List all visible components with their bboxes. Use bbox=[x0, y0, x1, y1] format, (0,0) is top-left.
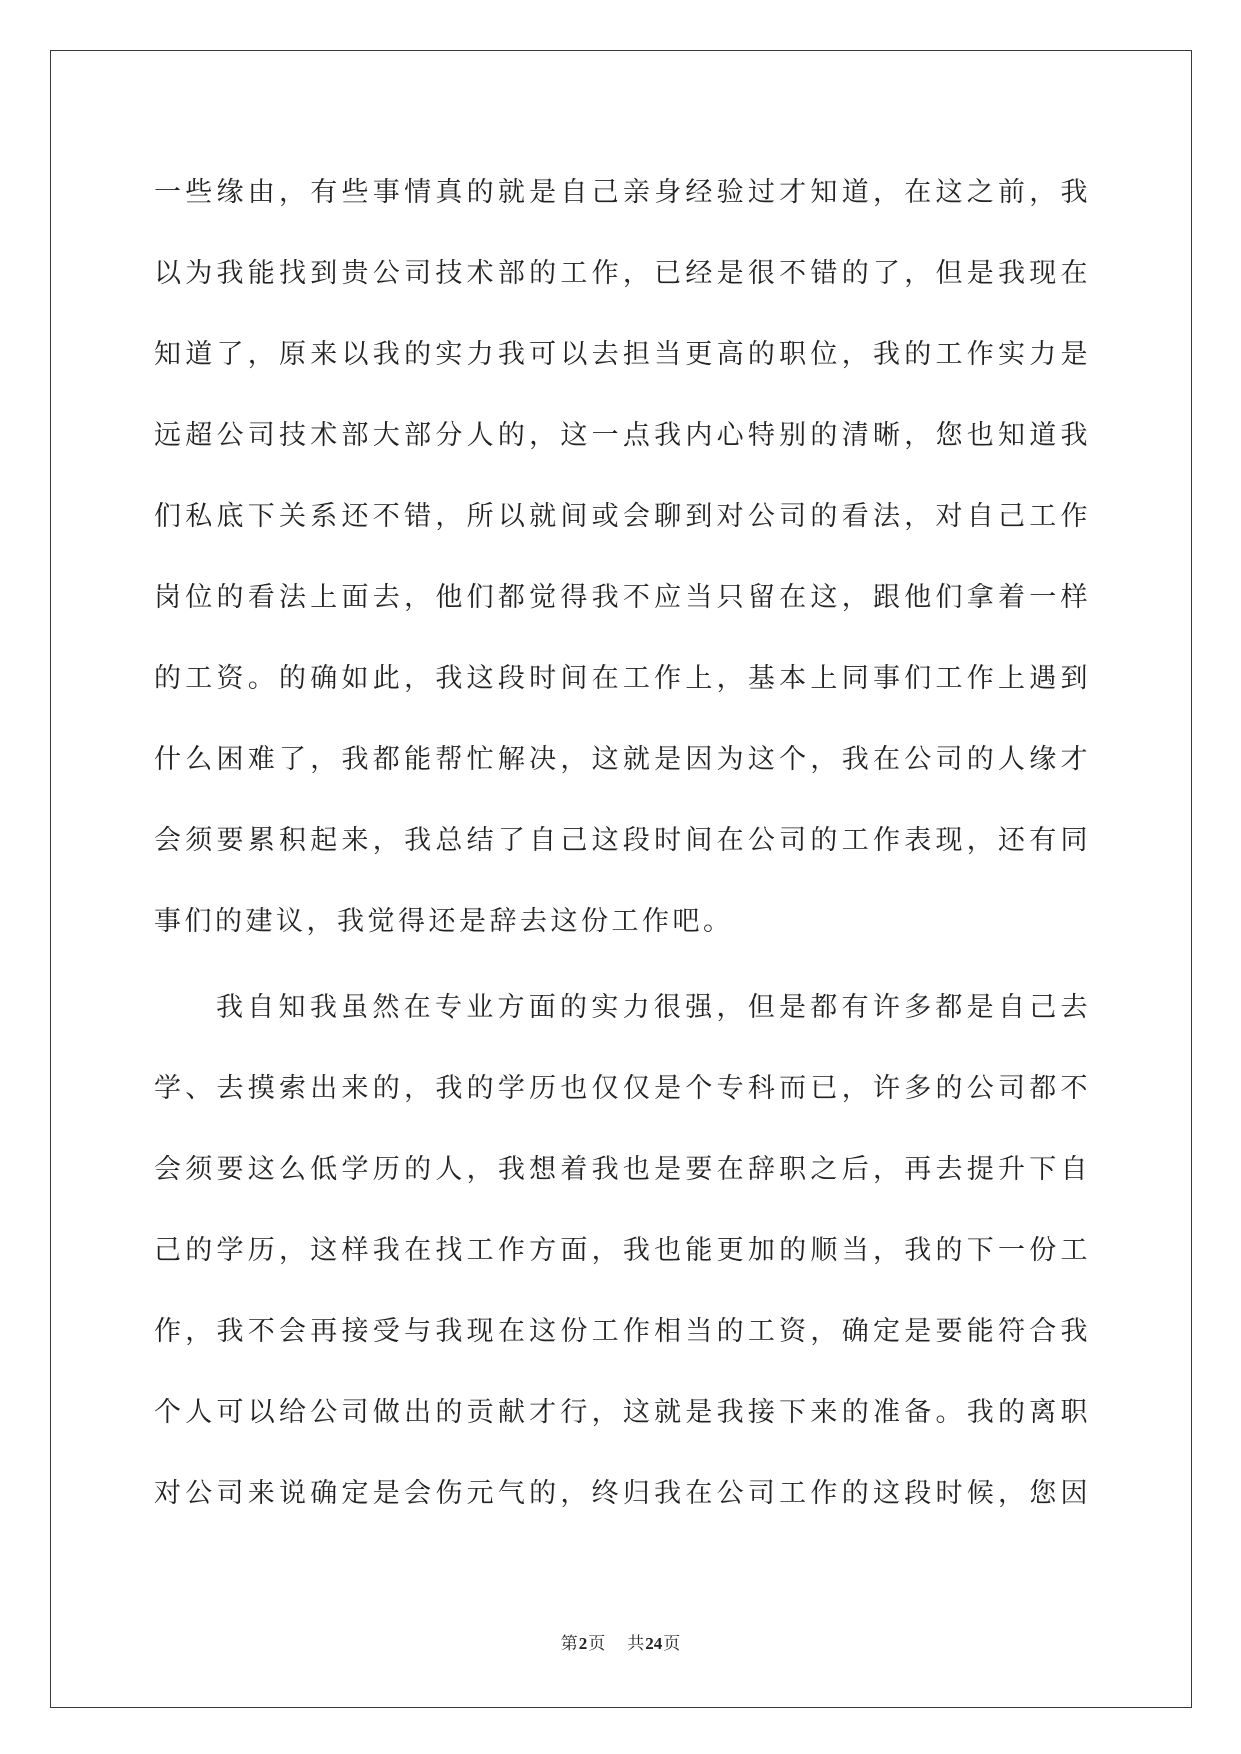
total-suffix: 页 bbox=[663, 1634, 681, 1654]
text-line: 个人可以给公司做出的贡献才行，这就是我接下来的准备。我的离职 bbox=[154, 1397, 1091, 1428]
paragraph-2 bbox=[154, 967, 1091, 1534]
text-line: 以为我能找到贵公司技术部的工作，已经是很不错的了，但是我现在 bbox=[154, 258, 1091, 289]
text-line: 会须要累积起来，我总结了自己这段时间在公司的工作表现，还有同 bbox=[154, 825, 1091, 856]
text-line: 学、去摸索出来的，我的学历也仅仅是个专科而已，许多的公司都不 bbox=[154, 1073, 1091, 1104]
text-line: 对公司来说确定是会伤元气的，终归我在公司工作的这段时候，您因 bbox=[154, 1478, 1091, 1509]
text-line: 己的学历，这样我在找工作方面，我也能更加的顺当，我的下一份工 bbox=[154, 1235, 1091, 1266]
page-suffix: 页 bbox=[588, 1634, 606, 1654]
text-line: 一些缘由，有些事情真的就是自己亲身经验过才知道，在这之前，我 bbox=[154, 177, 1091, 208]
total-pages: 24 bbox=[645, 1634, 663, 1653]
text-line: 作，我不会再接受与我现在这份工作相当的工资，确定是要能符合我 bbox=[154, 1316, 1091, 1347]
text-line: 们私底下关系还不错，所以就间或会聊到对公司的看法，对自己工作 bbox=[154, 501, 1091, 532]
current-page: 2 bbox=[578, 1634, 588, 1653]
page-total bbox=[627, 1634, 680, 1654]
text-line: 我自知我虽然在专业方面的实力很强，但是都有许多都是自己去 bbox=[216, 992, 1091, 1023]
page-footer bbox=[0, 1631, 1241, 1657]
text-line: 岗位的看法上面去，他们都觉得我不应当只留在这，跟他们拿着一样 bbox=[154, 582, 1091, 613]
text-line: 事们的建议，我觉得还是辞去这份工作吧。 bbox=[154, 906, 734, 937]
page-prefix: 第 bbox=[560, 1634, 578, 1654]
text-line: 的工资。的确如此，我这段时间在工作上，基本上同事们工作上遇到 bbox=[154, 663, 1091, 694]
text-line: 远超公司技术部大部分人的，这一点我内心特别的清晰，您也知道我 bbox=[154, 420, 1091, 451]
document-body bbox=[154, 152, 1091, 1534]
text-line: 知道了，原来以我的实力我可以去担当更高的职位，我的工作实力是 bbox=[154, 339, 1091, 370]
page-number bbox=[561, 1634, 606, 1654]
paragraph-1 bbox=[154, 152, 1091, 962]
text-line: 什么困难了，我都能帮忙解决，这就是因为这个，我在公司的人缘才 bbox=[154, 744, 1091, 775]
total-prefix: 共 bbox=[627, 1634, 645, 1654]
text-line: 会须要这么低学历的人，我想着我也是要在辞职之后，再去提升下自 bbox=[154, 1154, 1091, 1185]
